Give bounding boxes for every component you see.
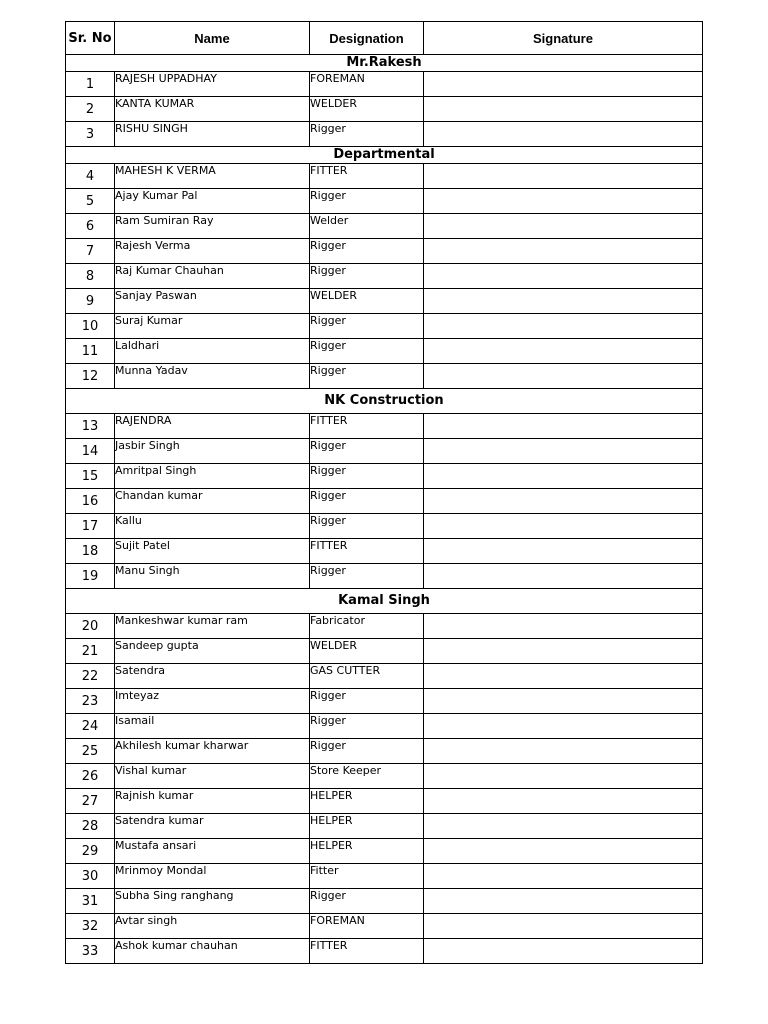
name-cell: RISHU SINGH [115, 122, 310, 147]
group-title: Kamal Singh [66, 589, 703, 614]
table-row [66, 72, 703, 97]
table-row [66, 814, 703, 839]
sr-no-cell: 9 [66, 289, 115, 314]
signature-cell [424, 514, 703, 539]
designation-cell: FOREMAN [310, 914, 424, 939]
signature-cell [424, 364, 703, 389]
table-row [66, 289, 703, 314]
signature-cell [424, 789, 703, 814]
sr-no-cell: 1 [66, 72, 115, 97]
table-row [66, 364, 703, 389]
name-cell: RAJESH UPPADHAY [115, 72, 310, 97]
table-row [66, 339, 703, 364]
header-sr-no: Sr. No [66, 22, 115, 55]
designation-cell: Welder [310, 214, 424, 239]
name-cell: Satendra kumar [115, 814, 310, 839]
group-header-row [66, 589, 703, 614]
signature-cell [424, 239, 703, 264]
signature-cell [424, 939, 703, 964]
signature-cell [424, 739, 703, 764]
designation-cell: GAS CUTTER [310, 664, 424, 689]
designation-cell: HELPER [310, 839, 424, 864]
table-row [66, 614, 703, 639]
sr-no-cell: 4 [66, 164, 115, 189]
sr-no-cell: 31 [66, 889, 115, 914]
table-row [66, 639, 703, 664]
sr-no-cell: 16 [66, 489, 115, 514]
table-row [66, 414, 703, 439]
name-cell: Sanjay Paswan [115, 289, 310, 314]
group-title: Departmental [66, 147, 703, 164]
table-row [66, 239, 703, 264]
table-row [66, 439, 703, 464]
sr-no-cell: 8 [66, 264, 115, 289]
designation-cell: FITTER [310, 539, 424, 564]
name-cell: Vishal kumar [115, 764, 310, 789]
sr-no-cell: 2 [66, 97, 115, 122]
table-row [66, 564, 703, 589]
name-cell: Imteyaz [115, 689, 310, 714]
name-cell: Ram Sumiran Ray [115, 214, 310, 239]
designation-cell: Rigger [310, 464, 424, 489]
table-row [66, 739, 703, 764]
name-cell: Ashok kumar chauhan [115, 939, 310, 964]
sr-no-cell: 23 [66, 689, 115, 714]
table-row [66, 122, 703, 147]
signature-cell [424, 689, 703, 714]
name-cell: Sandeep gupta [115, 639, 310, 664]
designation-cell: Rigger [310, 264, 424, 289]
signature-cell [424, 72, 703, 97]
signature-cell [424, 314, 703, 339]
table-row [66, 939, 703, 964]
table-row [66, 264, 703, 289]
signature-cell [424, 339, 703, 364]
designation-cell: Rigger [310, 739, 424, 764]
sr-no-cell: 19 [66, 564, 115, 589]
signature-cell [424, 564, 703, 589]
group-header-row [66, 147, 703, 164]
table-row [66, 97, 703, 122]
signature-cell [424, 839, 703, 864]
signature-cell [424, 122, 703, 147]
name-cell: Sujit Patel [115, 539, 310, 564]
signature-cell [424, 97, 703, 122]
signature-cell [424, 489, 703, 514]
designation-cell: WELDER [310, 639, 424, 664]
designation-cell: Rigger [310, 489, 424, 514]
designation-cell: Rigger [310, 689, 424, 714]
sr-no-cell: 24 [66, 714, 115, 739]
designation-cell: Rigger [310, 714, 424, 739]
signature-cell [424, 289, 703, 314]
signature-cell [424, 539, 703, 564]
table-row [66, 464, 703, 489]
designation-cell: HELPER [310, 789, 424, 814]
header-signature: Signature [424, 22, 703, 55]
sr-no-cell: 3 [66, 122, 115, 147]
designation-cell: WELDER [310, 97, 424, 122]
table-row [66, 789, 703, 814]
name-cell: Amritpal Singh [115, 464, 310, 489]
sr-no-cell: 28 [66, 814, 115, 839]
table-row [66, 214, 703, 239]
designation-cell: Fabricator [310, 614, 424, 639]
name-cell: RAJENDRA [115, 414, 310, 439]
name-cell: Subha Sing ranghang [115, 889, 310, 914]
signature-cell [424, 164, 703, 189]
table-row [66, 189, 703, 214]
designation-cell: FITTER [310, 939, 424, 964]
sr-no-cell: 29 [66, 839, 115, 864]
signature-cell [424, 264, 703, 289]
sr-no-cell: 33 [66, 939, 115, 964]
designation-cell: Rigger [310, 189, 424, 214]
table-row [66, 689, 703, 714]
name-cell: Kallu [115, 514, 310, 539]
sr-no-cell: 18 [66, 539, 115, 564]
designation-cell: Rigger [310, 364, 424, 389]
name-cell: Chandan kumar [115, 489, 310, 514]
name-cell: Laldhari [115, 339, 310, 364]
table-row [66, 914, 703, 939]
designation-cell: Store Keeper [310, 764, 424, 789]
designation-cell: FITTER [310, 164, 424, 189]
designation-cell: Rigger [310, 514, 424, 539]
signature-cell [424, 439, 703, 464]
sr-no-cell: 15 [66, 464, 115, 489]
group-title: NK Construction [66, 389, 703, 414]
sr-no-cell: 5 [66, 189, 115, 214]
sr-no-cell: 12 [66, 364, 115, 389]
table-row [66, 164, 703, 189]
designation-cell: FOREMAN [310, 72, 424, 97]
signature-cell [424, 914, 703, 939]
name-cell: Jasbir Singh [115, 439, 310, 464]
signature-cell [424, 814, 703, 839]
designation-cell: Fitter [310, 864, 424, 889]
sr-no-cell: 14 [66, 439, 115, 464]
sr-no-cell: 17 [66, 514, 115, 539]
table-row [66, 489, 703, 514]
name-cell: Mankeshwar kumar ram [115, 614, 310, 639]
group-header-row [66, 55, 703, 72]
group-header-row [66, 389, 703, 414]
name-cell: Suraj Kumar [115, 314, 310, 339]
table-row [66, 839, 703, 864]
signature-cell [424, 214, 703, 239]
table-row [66, 889, 703, 914]
attendance-sheet-table [65, 21, 703, 964]
signature-cell [424, 189, 703, 214]
name-cell: Akhilesh kumar kharwar [115, 739, 310, 764]
name-cell: Avtar singh [115, 914, 310, 939]
header-row [66, 22, 703, 55]
sr-no-cell: 32 [66, 914, 115, 939]
designation-cell: Rigger [310, 889, 424, 914]
designation-cell: Rigger [310, 314, 424, 339]
name-cell: Munna Yadav [115, 364, 310, 389]
signature-cell [424, 664, 703, 689]
sheet-body [66, 55, 703, 964]
designation-cell: Rigger [310, 439, 424, 464]
header-designation: Designation [310, 22, 424, 55]
sr-no-cell: 26 [66, 764, 115, 789]
designation-cell: Rigger [310, 564, 424, 589]
signature-cell [424, 414, 703, 439]
designation-cell: Rigger [310, 339, 424, 364]
header-name: Name [115, 22, 310, 55]
signature-cell [424, 889, 703, 914]
name-cell: Mustafa ansari [115, 839, 310, 864]
sr-no-cell: 27 [66, 789, 115, 814]
table-row [66, 714, 703, 739]
name-cell: Rajesh Verma [115, 239, 310, 264]
name-cell: Isamail [115, 714, 310, 739]
group-title: Mr.Rakesh [66, 55, 703, 72]
name-cell: Satendra [115, 664, 310, 689]
signature-cell [424, 764, 703, 789]
signature-cell [424, 614, 703, 639]
signature-cell [424, 639, 703, 664]
table-row [66, 314, 703, 339]
name-cell: Manu Singh [115, 564, 310, 589]
name-cell: Rajnish kumar [115, 789, 310, 814]
sr-no-cell: 10 [66, 314, 115, 339]
name-cell: Raj Kumar Chauhan [115, 264, 310, 289]
name-cell: Mrinmoy Mondal [115, 864, 310, 889]
designation-cell: HELPER [310, 814, 424, 839]
table-row [66, 539, 703, 564]
signature-cell [424, 464, 703, 489]
sr-no-cell: 25 [66, 739, 115, 764]
signature-cell [424, 714, 703, 739]
sr-no-cell: 30 [66, 864, 115, 889]
sr-no-cell: 13 [66, 414, 115, 439]
table-row [66, 514, 703, 539]
table-row [66, 664, 703, 689]
table-row [66, 864, 703, 889]
name-cell: KANTA KUMAR [115, 97, 310, 122]
designation-cell: FITTER [310, 414, 424, 439]
sr-no-cell: 20 [66, 614, 115, 639]
sr-no-cell: 6 [66, 214, 115, 239]
sr-no-cell: 21 [66, 639, 115, 664]
designation-cell: Rigger [310, 239, 424, 264]
sr-no-cell: 7 [66, 239, 115, 264]
table-row [66, 764, 703, 789]
signature-cell [424, 864, 703, 889]
designation-cell: WELDER [310, 289, 424, 314]
name-cell: MAHESH K VERMA [115, 164, 310, 189]
sr-no-cell: 11 [66, 339, 115, 364]
designation-cell: Rigger [310, 122, 424, 147]
name-cell: Ajay Kumar Pal [115, 189, 310, 214]
sr-no-cell: 22 [66, 664, 115, 689]
